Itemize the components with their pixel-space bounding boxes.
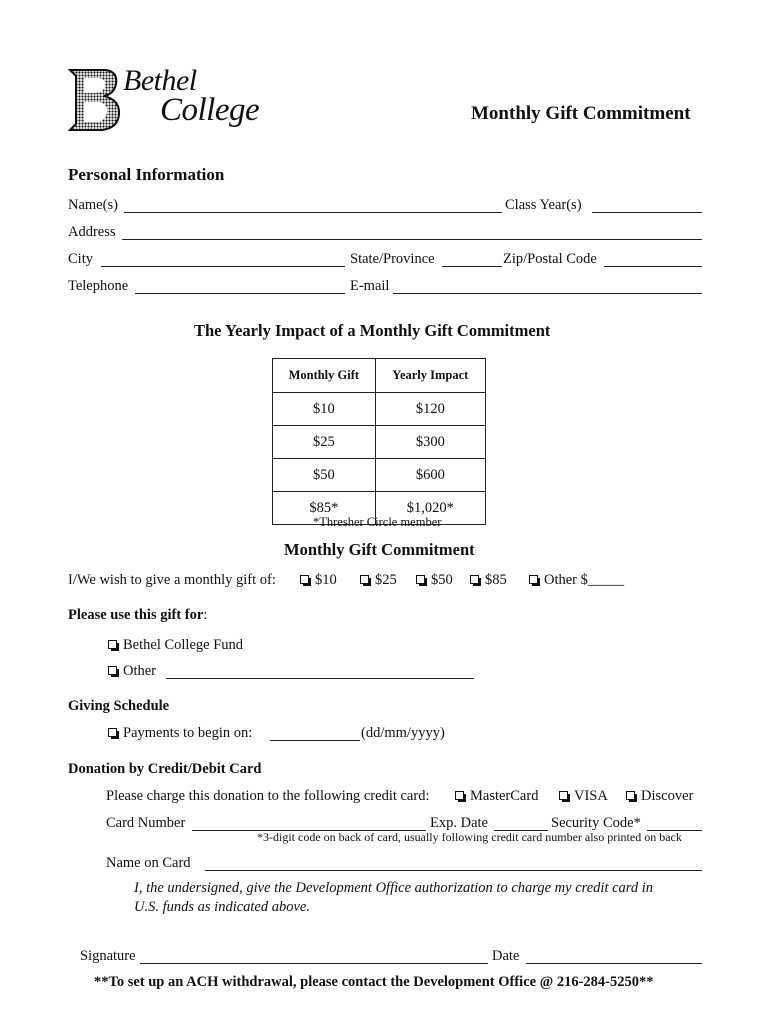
authorization-text: I, the undersigned, give the Development Office authorization to charge my credit card in (134, 880, 654, 896)
card-heading: Donation by Credit/Debit Card (68, 761, 262, 777)
gift-option-label: $50 (431, 572, 453, 588)
ach-note: **To set up an ACH withdrawal, please contact the Development Office @ 216-284-5250** (94, 974, 654, 990)
col-monthly-gift: Monthly Gift (273, 359, 376, 393)
address-label: Address (68, 224, 116, 240)
monthly-cell: $25 (273, 426, 376, 459)
form-title: Monthly Gift Commitment (471, 103, 691, 124)
signature-field[interactable] (140, 963, 488, 964)
card-type-discover[interactable] (626, 787, 693, 805)
email-field[interactable] (393, 293, 702, 294)
use-other-label: Other (123, 663, 157, 679)
checkbox-icon[interactable] (300, 575, 309, 584)
checkbox-icon[interactable] (559, 791, 568, 800)
card-type-visa[interactable] (559, 787, 608, 805)
exp-date-label: Exp. Date (430, 815, 488, 831)
fund-option[interactable] (108, 636, 243, 654)
checkbox-icon[interactable] (108, 640, 117, 649)
logo-text-college: College (160, 92, 260, 128)
checkbox-icon[interactable] (529, 575, 538, 584)
impact-table (272, 358, 486, 525)
table-row (273, 426, 486, 459)
monthly-cell: $50 (273, 459, 376, 492)
thresher-footnote: *Thresher Circle member (313, 515, 442, 529)
payments-date-field[interactable] (270, 740, 360, 741)
yearly-cell: $300 (375, 426, 485, 459)
table-row (273, 393, 486, 426)
checkbox-icon[interactable] (360, 575, 369, 584)
name-on-card-field[interactable] (205, 870, 702, 871)
signature-date-label: Date (492, 948, 520, 964)
yearly-cell: $600 (375, 459, 485, 492)
email-label: E-mail (350, 278, 390, 294)
giving-schedule-heading: Giving Schedule (68, 698, 170, 714)
telephone-label: Telephone (68, 278, 129, 294)
impact-table-header (273, 359, 486, 393)
security-code-note: *3-digit code on back of card, usually following credit card number also printed on back (257, 830, 682, 844)
use-other-field[interactable] (166, 678, 474, 679)
gift-option-10[interactable] (300, 571, 337, 589)
monthly-cell: $85* (273, 492, 376, 525)
class-year-field[interactable] (592, 212, 702, 213)
checkbox-icon[interactable] (455, 791, 464, 800)
signature-label: Signature (80, 948, 136, 964)
gift-option-label: $25 (375, 572, 397, 588)
payments-option[interactable] (108, 724, 252, 742)
impact-heading: The Yearly Impact of a Monthly Gift Commitment (194, 321, 551, 340)
monthly-gift-label: I/We wish to give a monthly gift of: (68, 572, 276, 588)
use-for-heading (68, 606, 207, 624)
card-number-label: Card Number (106, 815, 186, 831)
card-type-label: MasterCard (470, 788, 539, 804)
charge-label: Please charge this donation to the following credit card: (106, 788, 430, 804)
checkbox-icon[interactable] (108, 728, 117, 737)
checkbox-icon[interactable] (108, 666, 117, 675)
personal-info-heading: Personal Information (68, 165, 225, 184)
payments-label: Payments to begin on: (123, 725, 253, 741)
checkbox-icon[interactable] (626, 791, 635, 800)
telephone-field[interactable] (135, 293, 345, 294)
class-year-label: Class Year(s) (505, 197, 582, 213)
names-label: Name(s) (68, 197, 118, 213)
names-field[interactable] (124, 212, 502, 213)
state-field[interactable] (442, 266, 502, 267)
state-label: State/Province (350, 251, 435, 267)
card-type-label: VISA (574, 788, 608, 804)
logo-text-bethel: Bethel (123, 64, 197, 97)
gift-option-label: Other $_____ (544, 572, 625, 588)
zip-label: Zip/Postal Code (503, 251, 597, 267)
use-for-colon: : (203, 607, 208, 623)
monthly-cell: $10 (273, 393, 376, 426)
gift-option-label: $10 (315, 572, 337, 588)
gift-option-label: $85 (485, 572, 507, 588)
city-label: City (68, 251, 93, 267)
fund-option-label: Bethel College Fund (123, 637, 244, 653)
table-row (273, 459, 486, 492)
college-logo-mark (66, 68, 122, 132)
city-field[interactable] (101, 266, 345, 267)
signature-date-field[interactable] (526, 963, 702, 964)
use-other-option[interactable] (108, 662, 156, 680)
gift-option-25[interactable] (360, 571, 397, 589)
card-type-mastercard[interactable] (455, 787, 538, 805)
name-on-card-label: Name on Card (106, 855, 191, 871)
commitment-heading: Monthly Gift Commitment (284, 540, 475, 559)
gift-option-85[interactable] (470, 571, 507, 589)
yearly-cell: $120 (375, 393, 485, 426)
date-format-hint: (dd/mm/yyyy) (361, 725, 445, 741)
gift-option-other[interactable] (529, 571, 624, 589)
gift-option-50[interactable] (416, 571, 453, 589)
checkbox-icon[interactable] (470, 575, 479, 584)
authorization-text-2: U.S. funds as indicated above. (134, 899, 310, 915)
yearly-cell: $1,020* (375, 492, 485, 525)
col-yearly-impact: Yearly Impact (375, 359, 485, 393)
address-field[interactable] (122, 239, 702, 240)
card-type-label: Discover (641, 788, 694, 804)
use-for-heading-text: Please use this gift for (68, 607, 204, 623)
security-code-label: Security Code* (551, 815, 641, 831)
checkbox-icon[interactable] (416, 575, 425, 584)
zip-field[interactable] (604, 266, 702, 267)
